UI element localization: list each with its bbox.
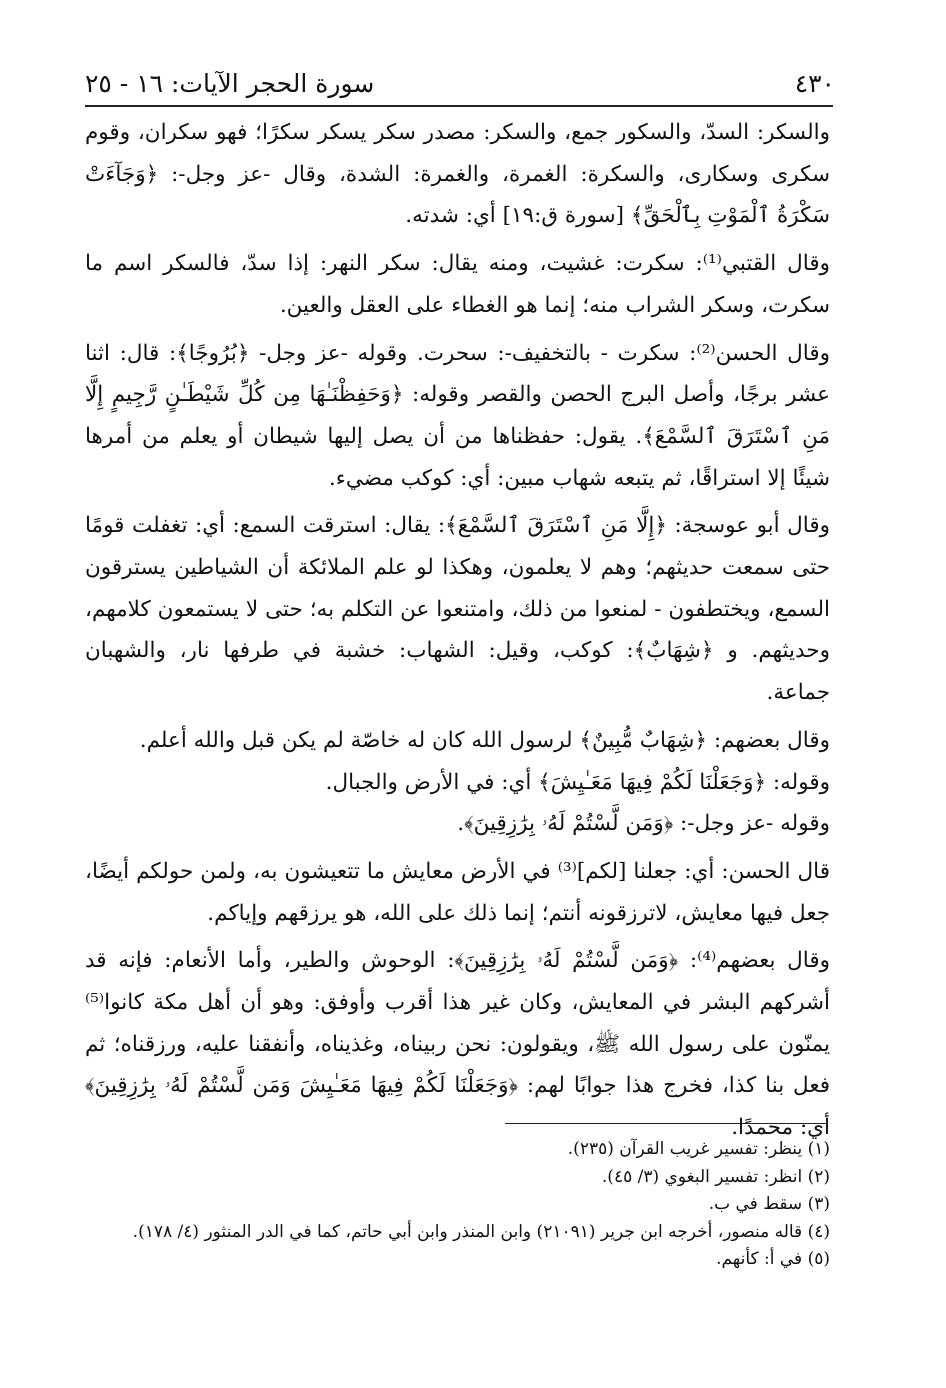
running-title: سورة الحجر الآيات: ١٦ - ٢٥ xyxy=(85,69,375,98)
paragraph: وقوله: ﴿وَجَعَلْنَا لَكُمْ فِيهَا مَعَـٰيِشَ﴾ أي: في الأرض والجبال. xyxy=(325,769,830,795)
footnote: (٥) في أ: كأنهم. xyxy=(716,1249,830,1269)
footnote-rule xyxy=(505,1123,827,1124)
page-header xyxy=(85,58,835,98)
paragraph: وقال القتبي⁽¹⁾: سكرت: غشيت، ومنه يقال: سكر النهر: إذا سدّ، فالسكر اسم ما سكرت، وسكر الشراب منه؛ إنما هو الغطاء على العقل والعين. xyxy=(85,251,830,318)
paragraph: وقال أبو عوسجة: ﴿إِلَّا مَنِ ٱسْتَرَقَ ٱلسَّمْعَ﴾: يقال: استرقت السمع: أي: تغفلت قومًا حتى سمعت حديثهم؛ وهم لا يعلمون، وهكذا لو علم الملائكة أن الشياطين يسترقون السمع، ويختطفون - لمنعوا من ذلك، وامتنعوا عن التكلم به؛ حتى لا يستمعون كلامهم، وحديثهم. و ﴿شِهَابٌ﴾: كوكب، وقيل: الشهاب: خشبة في طرفها نار، والشهبان جماعة. xyxy=(85,513,830,706)
paragraph: والسكر: السدّ، والسكور جمع، والسكر: مصدر سكر يسكر سكرًا؛ فهو سكران، وقوم سكرى وسكارى، والسكرة: الغمرة، والغمرة: الشدة، وقال -عز وجل-: ﴿وَجَآءَتْ سَكْرَةُ ٱلْمَوْتِ بِٱلْحَقِّ﴾ [سورة ق:١٩] أي: شدته. xyxy=(85,120,830,229)
footnotes xyxy=(85,1136,830,1274)
main-text xyxy=(85,112,830,1149)
paragraph: قال الحسن: أي: جعلنا [لكم]⁽³⁾ في الأرض معايش ما تتعيشون به، ولمن حولكم أيضًا، جعل فيها معايش، لاترزقونه أنتم؛ إنما ذلك على الله، هو يرزقهم وإياكم. xyxy=(85,858,830,926)
page-number: ٤٣٠ xyxy=(794,69,835,98)
footnote: (٤) قاله منصور، أخرجه ابن جرير (٢١٠٩١) وابن المنذر وابن أبي حاتم، كما في الدر المنثور (٤/ ١٧٨). xyxy=(132,1221,830,1242)
footnote: (٢) انظر: تفسير البغوي (٣/ ٤٥). xyxy=(601,1166,830,1187)
paragraph: وقال بعضهم⁽⁴⁾: ﴿وَمَن لَّسْتُمْ لَهُۥ بِرَٰزِقِينَ﴾: الوحوش والطير، وأما الأنعام: فإنه قد أشركهم البشر في المعايش، وكان غير هذا أقرب وأوفق: وهو أن أهل مكة كانوا⁽⁵⁾ يمنّون على رسول الله ﷺ، ويقولون: نحن ربيناه، وغذيناه، وأنفقنا عليه، ورزقناه؛ ثم فعل بنا كذا، فخرج هذا جوابًا لهم: ﴿وَجَعَلْنَا لَكُمْ فِيهَا مَعَـٰيِشَ وَمَن لَّسْتُمْ لَهُۥ بِرَٰزِقِينَ﴾ أي: محمدًا. xyxy=(85,948,830,1141)
header-rule xyxy=(85,105,833,107)
paragraph: وقال بعضهم: ﴿شِهَابٌ مُّبِينٌ﴾ لرسول الله كان له خاصّة لم يكن قبل والله أعلم. xyxy=(139,727,830,753)
paragraph: وقوله -عز وجل-: ﴿وَمَن لَّسْتُمْ لَهُۥ بِرَٰزِقِينَ﴾. xyxy=(457,811,830,837)
footnote: (٣) سقط في ب. xyxy=(708,1194,830,1214)
paragraph: وقال الحسن⁽²⁾: سكرت - بالتخفيف-: سحرت. وقوله -عز وجل- ﴿بُرُوجًا﴾: قال: اثنا عشر برجًا، وأصل البرج الحصن والقصر وقوله: ﴿وَحَفِظْنَـٰهَا مِن كُلِّ شَيْطَـٰنٍ رَّجِيمٍ إِلَّا مَنِ ٱسْتَرَقَ ٱلسَّمْعَ﴾. يقول: حفظناها من أن يصل إليها شيطان أو يعلم من أمرها شيئًا إلا استراقًا، ثم يتبعه شهاب مبين: أي: كوكب مضيء. xyxy=(85,340,830,491)
footnote: (١) ينظر: تفسير غريب القرآن (٢٣٥). xyxy=(567,1139,830,1159)
